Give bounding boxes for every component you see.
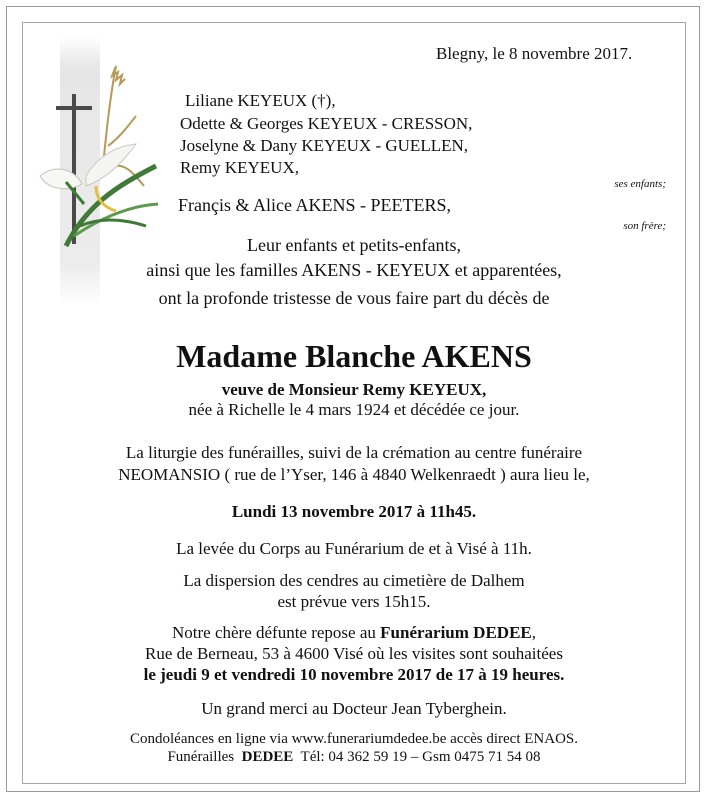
- child-line-1: Liliane KEYEUX (†),: [185, 91, 336, 110]
- liturgy-date-time: Lundi 13 novembre 2017 à 11h45.: [231, 502, 477, 521]
- levee-line: La levée du Corps au Funérarium de et à Visé à 11h.: [176, 539, 532, 558]
- thanks-line: Un grand merci au Docteur Jean Tyberghein.: [201, 699, 507, 718]
- liturgy-line-2: NEOMANSIO ( rue de l’Yser, 146 à 4840 Welkenraedt ) aura lieu le,: [118, 465, 590, 484]
- deceased-name: Madame Blanche AKENS: [176, 338, 532, 374]
- liturgy-line-1: La liturgie des funérailles, suivi de la crémation au centre funéraire: [125, 443, 583, 462]
- dispersion-line-2: est prévue vers 15h15.: [277, 592, 431, 611]
- brother-role: son frère;: [623, 220, 666, 232]
- dispersion-line-1: La dispersion des cendres au cimetière de Dalhem: [183, 571, 525, 590]
- visits-line-3: le jeudi 9 et vendredi 10 novembre 2017 de 17 à 19 heures.: [143, 665, 565, 684]
- funerarium-name: Funérarium DEDEE: [380, 623, 532, 642]
- child-line-2: Odette & Georges KEYEUX - CRESSON,: [180, 114, 473, 133]
- families-line: ainsi que les familles AKENS - KEYEUX et apparentées,: [146, 260, 562, 280]
- funerals-contact-line: [0, 747, 708, 767]
- visits-line-2: Rue de Berneau, 53 à 4600 Visé où les visites sont souhaitées: [145, 644, 563, 663]
- children-role: ses enfants;: [614, 178, 666, 190]
- brother-line: Françis & Alice AKENS - PEETERS,: [178, 195, 451, 215]
- child-line-4: Remy KEYEUX,: [180, 158, 299, 177]
- grandchildren-line: Leur enfants et petits-enfants,: [247, 235, 461, 255]
- visits-line-1-prefix: Notre chère défunte repose au: [172, 623, 381, 642]
- visits-line-1-suffix: ,: [531, 623, 536, 642]
- widow-of: veuve de Monsieur Remy KEYEUX,: [221, 380, 487, 399]
- funerals-contact: Tél: 04 362 59 19 – Gsm 0475 71 54 08: [293, 749, 541, 765]
- condolences-line: Condoléances en ligne via www.funerariumdedee.be accès direct ENAOS.: [129, 731, 579, 747]
- announce-line: ont la profonde tristesse de vous faire part du décès de: [158, 288, 550, 308]
- birth-death: née à Richelle le 4 mars 1924 et décédée ce jour.: [188, 400, 520, 419]
- visits-line-1: [0, 623, 708, 643]
- funerals-prefix: Funérailles: [167, 749, 242, 765]
- funerals-company: DEDEE: [241, 749, 294, 765]
- place-date: Blegny, le 8 novembre 2017.: [436, 44, 633, 63]
- child-line-3: Joselyne & Dany KEYEUX - GUELLEN,: [180, 136, 468, 155]
